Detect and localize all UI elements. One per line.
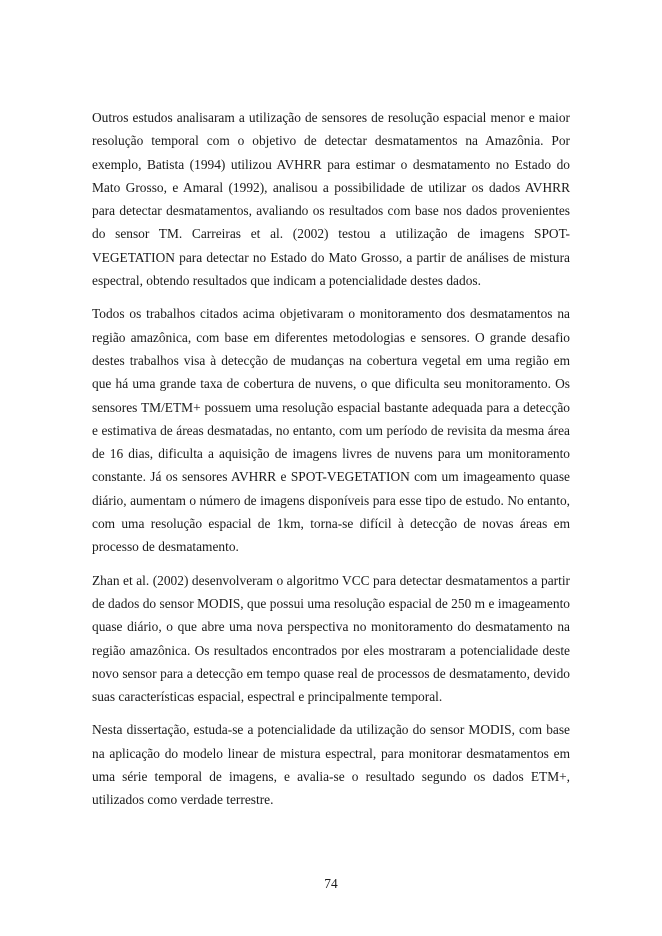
paragraph-4: Nesta dissertação, estuda-se a potencialidade da utilização do sensor MODIS, com base na aplicação do modelo linear de mistura espectral, para monitorar desmatamentos em uma série temporal de imagens, e avalia-se o resultado segundo os dados ETM+, utilizados como verdade terrestre.	[92, 722, 570, 808]
paragraph-2: Todos os trabalhos citados acima objetivaram o monitoramento dos desmatamentos na região amazônica, com base em diferentes metodologias e sensores. O grande desafio destes trabalhos visa à detecção de mudanças na cobertura vegetal em uma região em que há uma grande taxa de cobertura de nuvens, o que dificulta seu monitoramento. Os sensores TM/ETM+ possuem uma resolução espacial bastante adequada para a detecção e estimativa de áreas desmatadas, no entanto, com um período de revisita da mesma área de 16 dias, dificulta a aquisição de imagens livres de nuvens para um monitoramento constante. Já os sensores AVHRR e SPOT-VEGETATION com um imageamento quase diário, aumentam o número de imagens disponíveis para esse tipo de estudo. No entanto, com uma resolução espacial de 1km, torna-se difícil à detecção de novas áreas em processo de desmatamento.	[92, 306, 570, 555]
paragraph-1: Outros estudos analisaram a utilização de sensores de resolução espacial menor e maior resolução temporal com o objetivo de detectar desmatamentos na Amazônia. Por exemplo, Batista (1994) utilizou AVHRR para estimar o desmatamento no Estado do Mato Grosso, e Amaral (1992), analisou a possibilidade de utilizar os dados AVHRR para detectar desmatamentos, avaliando os resultados com base nos dados provenientes do sensor TM. Carreiras et al. (2002) testou a utilização de imagens SPOT-VEGETATION para detectar no Estado do Mato Grosso, a partir de análises de mistura espectral, obtendo resultados que indicam a potencialidade destes dados.	[92, 110, 570, 289]
paragraph-3: Zhan et al. (2002) desenvolveram o algoritmo VCC para detectar desmatamentos a partir de dados do sensor MODIS, que possui uma resolução espacial de 250 m e imageamento quase diário, o que abre uma nova perspectiva no monitoramento do desmatamento na região amazônica. Os resultados encontrados por eles mostraram a potencialidade deste novo sensor para a detecção em tempo quase real de processos de desmatamento, devido suas características espacial, espectral e principalmente temporal.	[92, 572, 570, 705]
document-body	[92, 106, 570, 812]
page-number: 74	[324, 876, 338, 891]
